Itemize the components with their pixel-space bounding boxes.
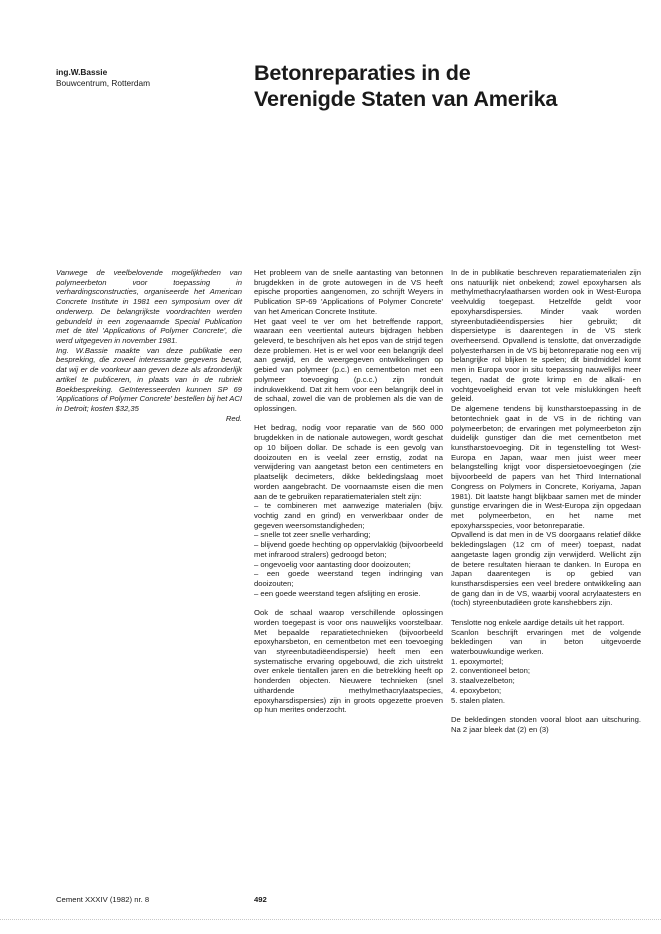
article-title bbox=[254, 60, 654, 112]
body-paragraph: Het bedrag, nodig voor reparatie van de 560 000 brugdekken in de nationale autowegen, wordt geschat op 10 biljoen dollar. De schade is een gevolg van dooizouten en is veelal zeer ernstig, zodat na verwijdering van aangetast beton een centimeters en plaatselijk decimeters, dikke bekledingslaag moet worden aangebracht. De voornaamste eisen die men aan de te gebruiken reparatiematerialen stelt zijn: bbox=[254, 423, 443, 501]
body-paragraph: Opvallend is dat men in de VS doorgaans relatief dikke bekledingslagen (12 cm of meer) toepast, nadat aangetaste lagen grondig zijn verwijderd. Wellicht zijn de betere resultaten hieraan te danken. In Europa en Japan daarentegen is op gebied van kunstharsdispersies een veel bredere ontwikkeling aan de gang dan in de VS, waarbij vooral acrylaatesters en (toch) styreenbutadiëen grote kanshebbers zijn. bbox=[451, 530, 641, 608]
body-paragraph: De bekledingen stonden vooral bloot aan uitschuring. Na 2 jaar bleek dat (2) en (3) bbox=[451, 715, 641, 734]
coatings-list bbox=[451, 657, 641, 706]
intro-paragraph: Ing. W.Bassie maakte van deze publikatie een bespreking, die zoveel interessante gegevens bevat, dat wij er de voorkeur aan geven deze als afzonderlijk artikel te publiceren, in plaats van in de rubriek Boekbespreking. Geïnteresseerden kunnen SP 69 'Applications of Polymer Concrete' bestellen bij het ACI in Detroit; kosten $32,35 bbox=[56, 345, 242, 414]
body-paragraph: De algemene tendens bij kunstharstoepassing in de betontechniek gaat in de VS in de richting van polymeerbeton; de ervaringen met polymeerbeton zijn duidelijk gunstiger dan die met cementbeton met kunstharstoevoeging. Dit in tegenstelling tot West-Europa en Japan, waar men juist weer meer belangstelling krijgt voor dispersietoevoegingen (zie bijvoorbeeld de papers van het Third International Congress on Polymers in Concrete, Koriyama, Japan 1981). Dit laatste hangt blijkbaar samen met de minder gunstige ervaringen die in West-Europa zijn opgedaan met polymeerbeton, en het name met epoxyharsspecies, voor betonreparatie. bbox=[451, 404, 641, 530]
list-item: – blijvend goede hechting op oppervlakkig (bijvoorbeeld met infrarood stralers) gedroogd beton; bbox=[254, 540, 443, 559]
list-item: – een goede weerstand tegen afslijting en erosie. bbox=[254, 588, 421, 598]
list-item: 5. stalen platen. bbox=[451, 695, 505, 705]
editor-signoff: Red. bbox=[225, 413, 242, 423]
author-block bbox=[56, 67, 256, 88]
article-title-line-2: Verenigde Staten van Amerika bbox=[254, 86, 558, 111]
article-title-line-1: Betonreparaties in de bbox=[254, 60, 471, 85]
author-organization: Bouwcentrum, Rotterdam bbox=[56, 77, 151, 88]
list-item: – snelle tot zeer snelle verharding; bbox=[254, 530, 371, 540]
intro-column bbox=[56, 268, 242, 424]
body-column-3 bbox=[451, 268, 641, 734]
intro-paragraph: Vanwege de veelbelovende mogelijkheden van polymeerbeton voor toepassing in verhardingsconstructies, organiseerde het American Concrete Institute in 1981 een symposium over dit onderwerp. De belangrijkste voordrachten werden gebundeld in een zogenaamde Special Publication met de titel 'Applications of Polymer Concrete', die werd uitgegeven in november 1981. bbox=[56, 268, 242, 346]
body-paragraph: Het gaat veel te ver om het betreffende rapport, waaraan een veertiental auteurs bijdragen hebben geleverd, te beschrijven als het epos van de strijd tegen deze problemen. Het is er wel voor een belangrijk deel aan gewijd, en de weergegeven ontwikkelingen op gebied van polymeer (p.c.) en cementbeton met een polymeer toevoeging (p.c.c.) zijn ronduit indrukwekkend. Dat zit hem voor een belangrijk deel in de schaal, zowel die van de problemen als die van de oplossingen. bbox=[254, 316, 443, 414]
list-item: 3. staalvezelbeton; bbox=[451, 676, 515, 686]
author-name: ing.W.Bassie bbox=[56, 67, 108, 77]
list-item: – een goede weerstand tegen indringing van dooizouten; bbox=[254, 569, 443, 588]
requirements-list bbox=[254, 501, 443, 598]
journal-reference: Cement XXXIV (1982) nr. 8 bbox=[56, 895, 150, 904]
body-paragraph: In de in publikatie beschreven reparatiematerialen zijn ons natuurlijk niet onbekend; zowel epoxyharsen als methylmethacrylaatharsen worden ook in West-Europa veelvuldig toegepast. Hetzelfde geldt voor epoxyharsdispersies. Minder vaak worden styreenbutadiëendispersies hier gebruikt; dit dispersietype is daarentegen in de VS sterk overheersend. Opvallend is tenslotte, dat onverzadigde polyesterharsen in de VS bij betonreparatie nog een vrij belangrijke rol blijken te spelen; dit bindmiddel komt men in Europa voor in situ toepassing nauwelijks meer tegen, nadat de grote krimp en de alkali- en vochtgevoeligheid ervan tot vele mislukkingen heeft geleid. bbox=[451, 268, 641, 404]
list-item: 4. epoxybeton; bbox=[451, 685, 502, 695]
list-item: 1. epoxymortel; bbox=[451, 656, 504, 666]
body-paragraph: Ook de schaal waarop verschillende oplossingen worden toegepast is voor ons nauwelijks voorstelbaar. Met bepaalde reparatietechnieken (bijvoorbeeld epoxyharsbeton, en cementbeton met een toevoeging van styreenbutadiëendispersie) heeft men een systematische ervaring opgebouwd, die zich uitstrekt over enkele tientallen jaren en die betrekking heeft op honderden objecten. Nieuwere technieken (snel uithardende methylmethacrylaatspecies, epoxyharsdispersies) zijn in groots opgezette proeven op hun merites onderzocht. bbox=[254, 608, 443, 715]
page-number: 492 bbox=[254, 895, 267, 904]
body-paragraph: Tenslotte nog enkele aardige details uit het rapport. bbox=[451, 617, 625, 627]
list-item: – ongevoelig voor aantasting door dooizouten; bbox=[254, 559, 411, 569]
body-column-2 bbox=[254, 268, 443, 725]
body-paragraph: Scanlon beschrijft ervaringen met de volgende bekledingen van in beton uitgevoerde waterbouwkundige werken. bbox=[451, 627, 641, 656]
body-paragraph: Het probleem van de snelle aantasting van betonnen brugdekken in de grote autowegen in de VS heeft epische proporties aangenomen, zo schrijft Weyers in Publication SP-69 'Applications of Polymer Concrete' van het American Concrete Institute. bbox=[254, 268, 443, 316]
bottom-divider bbox=[0, 919, 661, 920]
list-item: – te combineren met aanwezige materialen (bijv. vochtig zand en grind) en verwerkbaar onder de gegeven weersomstandigheden; bbox=[254, 501, 443, 530]
list-item: 2. conventioneel beton; bbox=[451, 666, 531, 676]
